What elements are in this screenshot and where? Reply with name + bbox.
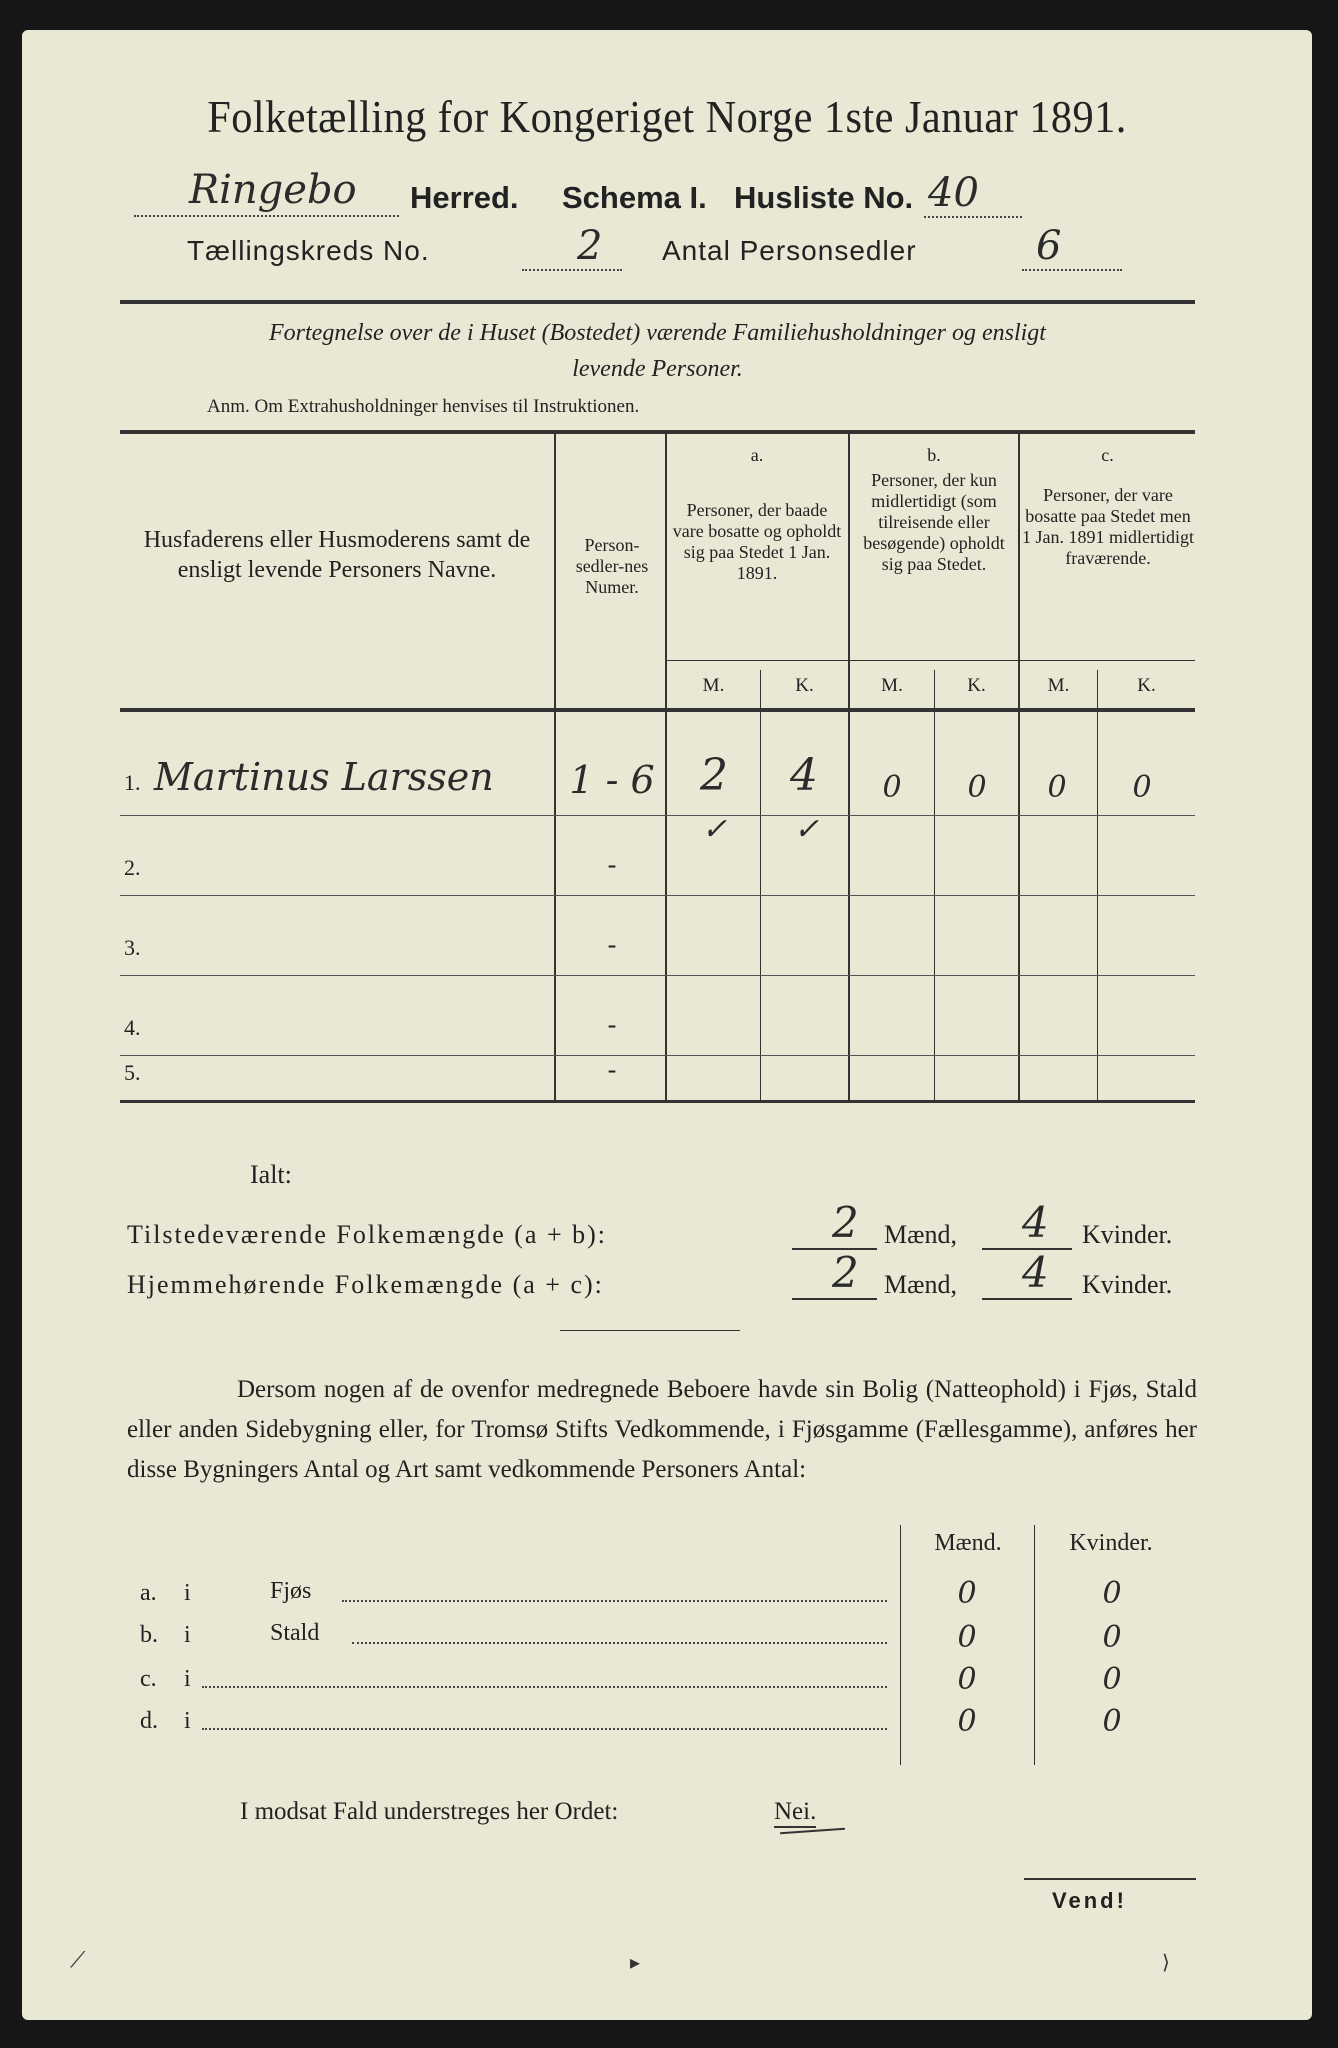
table-bottom-rule xyxy=(120,1100,1195,1103)
corner-mark-left: ⟋ xyxy=(70,1948,86,1973)
herred-label: Herred. xyxy=(410,180,519,215)
col-a-letter: a. xyxy=(750,445,764,465)
row-1-a-k: 4 xyxy=(790,750,818,801)
corner-mark-center: ▸ xyxy=(630,1950,641,1974)
corner-mark-right: ⟩ xyxy=(1162,1950,1170,1974)
hjemme-m-field xyxy=(792,1248,877,1300)
intro-line-2: levende Personer. xyxy=(572,356,743,382)
section-divider xyxy=(560,1330,740,1331)
row-1-b-k: 0 xyxy=(967,770,987,805)
bldg-d-i: i xyxy=(184,1708,191,1734)
census-form-sheet xyxy=(22,30,1312,2020)
col-divider-2 xyxy=(665,434,667,1100)
table-header-rule xyxy=(120,708,1195,712)
bldg-d-dots xyxy=(202,1728,887,1730)
col-c-letter: c. xyxy=(1101,445,1114,465)
col-a-header: Personer, der baade vare bosatte og opholdt sig paa Stedet 1 Jan. 1891. xyxy=(672,500,842,583)
col-names-header: Husfaderens eller Husmoderens samt de ensligt levende Personers Navne. xyxy=(143,527,531,583)
bldg-c-k: 0 xyxy=(1102,1662,1122,1697)
bldg-d-m: 0 xyxy=(957,1704,977,1739)
hjemme-k-field xyxy=(982,1248,1072,1300)
husliste-label: Husliste No. xyxy=(734,180,914,215)
row-4-number: 4. xyxy=(124,1015,141,1040)
col-divider-4 xyxy=(1018,434,1020,1100)
col-b-header: Personer, der kun midlertidigt (som tilreisende eller besøgende) opholdt sig paa Stedet. xyxy=(863,470,1005,574)
bldg-b-label: Stald xyxy=(270,1620,320,1646)
bldg-c-letter: c. xyxy=(140,1666,157,1692)
hjemme-k-value: 4 xyxy=(1022,1248,1049,1297)
col-divider-3 xyxy=(848,434,850,1100)
row-1-numer: 1 - 6 xyxy=(569,758,655,802)
schema-label: Schema I. xyxy=(562,180,707,215)
husliste-field xyxy=(924,170,1022,218)
row-5-number: 5. xyxy=(124,1060,141,1085)
form-title: Folketælling for Kongeriget Norge 1ste Januar 1891. xyxy=(207,91,1127,142)
tilstede-k-field xyxy=(982,1198,1072,1250)
kreds-field xyxy=(522,223,622,271)
bldg-b-k: 0 xyxy=(1102,1620,1122,1655)
nei-word: Nei. xyxy=(774,1798,816,1828)
tilstede-m-field xyxy=(792,1198,877,1250)
table-top-rule xyxy=(120,430,1195,434)
buildings-paragraph: Dersom nogen af de ovenfor medregnede Beboere havde sin Bolig (Natteophold) i Fjøs, Stald eller anden Sidebygning eller, for Tromsø Stifts Vedkommende, i Fjøsgamme (Fællesgamme), anføres her disse Bygningers Antal og Art samt vedkommende Personers Antal: xyxy=(127,1376,1197,1483)
tilstede-m-value: 2 xyxy=(832,1198,859,1247)
vend-rule xyxy=(1024,1878,1196,1880)
row-3-numer: - xyxy=(607,930,617,959)
herred-value: Ringebo xyxy=(189,167,357,213)
personsedler-label: Antal Personsedler xyxy=(662,235,917,266)
col-b-letter: b. xyxy=(927,445,941,465)
hjemme-maend: Mænd, xyxy=(884,1270,957,1299)
row-line-3 xyxy=(120,975,1195,976)
row-1-a-k-check: ✓ xyxy=(794,812,820,847)
bldg-a-label: Fjøs xyxy=(270,1578,312,1604)
anm-note: Anm. Om Extrahusholdninger henvises til Instruktionen. xyxy=(207,396,640,417)
bldg-d-k: 0 xyxy=(1102,1704,1122,1739)
row-line-4 xyxy=(120,1055,1195,1056)
bldg-a-i: i xyxy=(184,1580,191,1606)
tilstede-maend: Mænd, xyxy=(884,1220,957,1249)
col-numer-header: Person-sedler-nes Numer. xyxy=(575,535,649,597)
bldg-b-letter: b. xyxy=(140,1622,158,1648)
bldg-c-dots xyxy=(202,1686,887,1688)
bldg-a-m: 0 xyxy=(957,1576,977,1611)
hjemme-kvinder: Kvinder. xyxy=(1082,1270,1173,1299)
row-line-1 xyxy=(120,815,1195,816)
bldg-a-dots xyxy=(342,1600,887,1602)
header-rule xyxy=(120,300,1195,304)
bldg-b-m: 0 xyxy=(957,1620,977,1655)
bldg-c-i: i xyxy=(184,1666,191,1692)
tilstede-kvinder: Kvinder. xyxy=(1082,1220,1173,1249)
buildings-divider-2 xyxy=(1034,1525,1035,1765)
hjemme-label: Hjemmehørende Folkemængde (a + c): xyxy=(127,1270,604,1299)
bldg-c-m: 0 xyxy=(957,1662,977,1697)
bldg-a-letter: a. xyxy=(140,1580,157,1606)
kreds-value: 2 xyxy=(577,223,603,269)
bldg-b-dots xyxy=(352,1642,887,1644)
row-1-name: Martinus Larssen xyxy=(154,755,494,799)
c-k-label: K. xyxy=(1137,675,1156,696)
row-1-b-m: 0 xyxy=(882,770,902,805)
a-m-label: M. xyxy=(702,675,725,696)
row-1-a-m-check: ✓ xyxy=(702,812,728,847)
buildings-col-maend: Mænd. xyxy=(934,1530,1002,1556)
row-4-numer: - xyxy=(607,1010,617,1039)
a-k-label: K. xyxy=(795,675,814,696)
buildings-divider-1 xyxy=(900,1525,901,1765)
row-1-a-m: 2 xyxy=(700,750,728,801)
tilstede-k-value: 4 xyxy=(1022,1198,1049,1247)
row-1-number: 1. xyxy=(124,770,141,795)
b-m-label: M. xyxy=(881,675,903,696)
tilstede-label: Tilstedeværende Folkemængde (a + b): xyxy=(127,1220,607,1249)
bldg-a-k: 0 xyxy=(1102,1576,1122,1611)
row-2-numer: - xyxy=(607,850,617,879)
nei-underline-stroke xyxy=(780,1828,845,1835)
col-divider-1 xyxy=(554,434,556,1100)
c-mk-divider xyxy=(1097,670,1098,1100)
c-m-label: M. xyxy=(1047,675,1070,696)
herred-field xyxy=(134,167,399,217)
personsedler-field xyxy=(1022,223,1122,271)
personsedler-value: 6 xyxy=(1036,223,1062,269)
row-line-2 xyxy=(120,895,1195,896)
col-c-header: Personer, der vare bosatte paa Stedet men 1 Jan. 1891 midlertidigt fraværende. xyxy=(1022,485,1194,568)
vend-label: Vend! xyxy=(1052,1888,1127,1913)
row-2-number: 2. xyxy=(124,855,141,880)
bldg-b-i: i xyxy=(184,1622,191,1648)
modsat-text: I modsat Fald understreges her Ordet: xyxy=(240,1798,619,1825)
row-1-c-m: 0 xyxy=(1047,770,1067,805)
a-mk-divider xyxy=(760,670,761,1100)
husliste-value: 40 xyxy=(928,170,979,216)
hjemme-m-value: 2 xyxy=(832,1248,859,1297)
bldg-d-letter: d. xyxy=(140,1708,158,1734)
row-5-numer: - xyxy=(607,1055,617,1084)
b-mk-divider xyxy=(934,670,935,1100)
ialt-label: Ialt: xyxy=(250,1160,292,1189)
row-1-c-k: 0 xyxy=(1132,770,1152,805)
mk-rule xyxy=(667,660,1195,661)
b-k-label: K. xyxy=(967,675,986,696)
row-3-number: 3. xyxy=(124,935,141,960)
intro-line-1: Fortegnelse over de i Huset (Bostedet) værende Familiehusholdninger og ensligt xyxy=(269,320,1046,346)
kreds-label: Tællingskreds No. xyxy=(187,235,430,266)
buildings-col-kvinder: Kvinder. xyxy=(1069,1530,1153,1556)
